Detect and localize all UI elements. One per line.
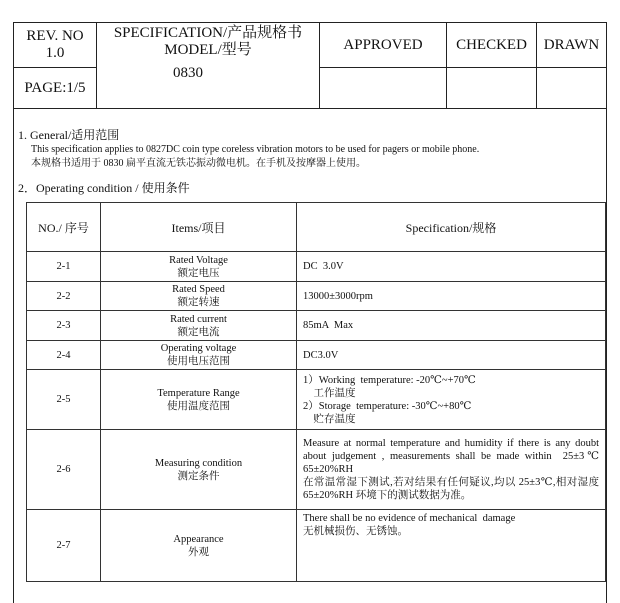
row-spec [297, 282, 606, 311]
rev-value: 1.0 [45, 45, 65, 61]
spec-line: 工作温度 [303, 387, 356, 399]
spec-title: SPECIFICATION/产品规格书 [113, 25, 303, 41]
rev-cell [14, 23, 97, 68]
spec-line: 贮存温度 [303, 413, 356, 425]
spec-line: DC 3.0V [303, 261, 344, 272]
row-item [101, 510, 297, 582]
spec-title-cell [97, 23, 320, 109]
general-text-cn: 本规格书适用于 0830 扁平直流无铁芯振动微电机。在手机及按摩器上使用。 [31, 158, 366, 169]
page-number: PAGE:1/5 [14, 68, 97, 109]
spec-line: Measure at normal temperature and humidity if there is any doubt about judgement , measurements shall be made within 25±3℃ 65±20%RH [303, 438, 605, 475]
row-no: 2-6 [27, 430, 101, 510]
approved-signature [320, 68, 447, 109]
table-row [27, 370, 606, 430]
item-cn: 外观 [188, 546, 209, 558]
col-header-no: NO./ 序号 [27, 203, 101, 252]
spec-line: 13000±3000rpm [303, 290, 373, 302]
row-no: 2-5 [27, 370, 101, 430]
row-no: 2-1 [27, 252, 101, 282]
approved-label: APPROVED [320, 23, 447, 68]
drawn-signature [537, 68, 607, 109]
row-item [101, 430, 297, 510]
row-spec [297, 430, 606, 510]
row-item [101, 282, 297, 311]
general-title: 1. General/适用范围 [18, 128, 120, 142]
item-en: Temperature Range [157, 387, 240, 399]
table-row [27, 311, 606, 341]
row-item [101, 252, 297, 282]
table-row [27, 341, 606, 370]
item-cn: 测定条件 [177, 470, 220, 482]
row-no: 2-7 [27, 510, 101, 582]
item-en: Appearance [173, 533, 224, 545]
item-cn: 使用温度范围 [167, 400, 230, 412]
item-en: Operating voltage [160, 343, 237, 354]
row-no: 2-2 [27, 282, 101, 311]
row-no: 2-3 [27, 311, 101, 341]
spec-line: 无机械损伤、无锈蚀。 [303, 526, 408, 537]
model-label: MODEL/型号 [164, 42, 252, 58]
item-en: Rated current [170, 313, 227, 325]
table-row [27, 252, 606, 282]
item-cn: 额定转速 [177, 297, 220, 308]
spec-line: 85mA Max [303, 320, 354, 331]
item-en: Rated Voltage [169, 254, 228, 266]
item-cn: 额定电压 [177, 267, 220, 279]
row-spec [297, 341, 606, 370]
row-spec [297, 311, 606, 341]
col-header-spec: Specification/规格 [297, 203, 606, 252]
spec-line: DC3.0V [303, 349, 339, 361]
spec-line: 2）Storage temperature: -30℃~+80℃ [303, 400, 472, 412]
checked-signature [447, 68, 537, 109]
operating-condition-table [26, 202, 606, 582]
item-en: Rated Speed [172, 284, 225, 295]
row-item [101, 370, 297, 430]
row-no: 2-4 [27, 341, 101, 370]
table-row [27, 282, 606, 311]
spec-line: There shall be no evidence of mechanical damage [303, 513, 516, 524]
checked-label: CHECKED [447, 23, 537, 68]
item-cn: 使用电压范围 [167, 356, 230, 367]
table-row [27, 430, 606, 510]
table-row [27, 510, 606, 582]
sections [18, 128, 603, 196]
row-item [101, 341, 297, 370]
row-spec [297, 510, 606, 582]
row-spec [297, 370, 606, 430]
operating-title: 2．Operating condition / 使用条件 [18, 181, 190, 195]
drawn-label: DRAWN [537, 23, 607, 68]
row-item [101, 311, 297, 341]
spec-line: 1）Working temperature: -20℃~+70℃ [303, 374, 476, 386]
spec-line: 在常温常湿下测试,若对结果有任何疑议,均以 25±3℃,相对湿度 65±20%RH 环境下的测试数据为准。 [303, 477, 602, 501]
title-block [13, 22, 607, 109]
col-header-items: Items/项目 [101, 203, 297, 252]
general-text-en: This specification applies to 0827DC coin type coreless vibration motors to be used for pagers or mobile phone. [31, 144, 480, 155]
model-value: 0830 [173, 65, 203, 81]
rev-label: REV. NO [26, 28, 84, 44]
item-cn: 额定电流 [177, 326, 220, 338]
item-en: Measuring condition [154, 457, 243, 469]
row-spec [297, 252, 606, 282]
